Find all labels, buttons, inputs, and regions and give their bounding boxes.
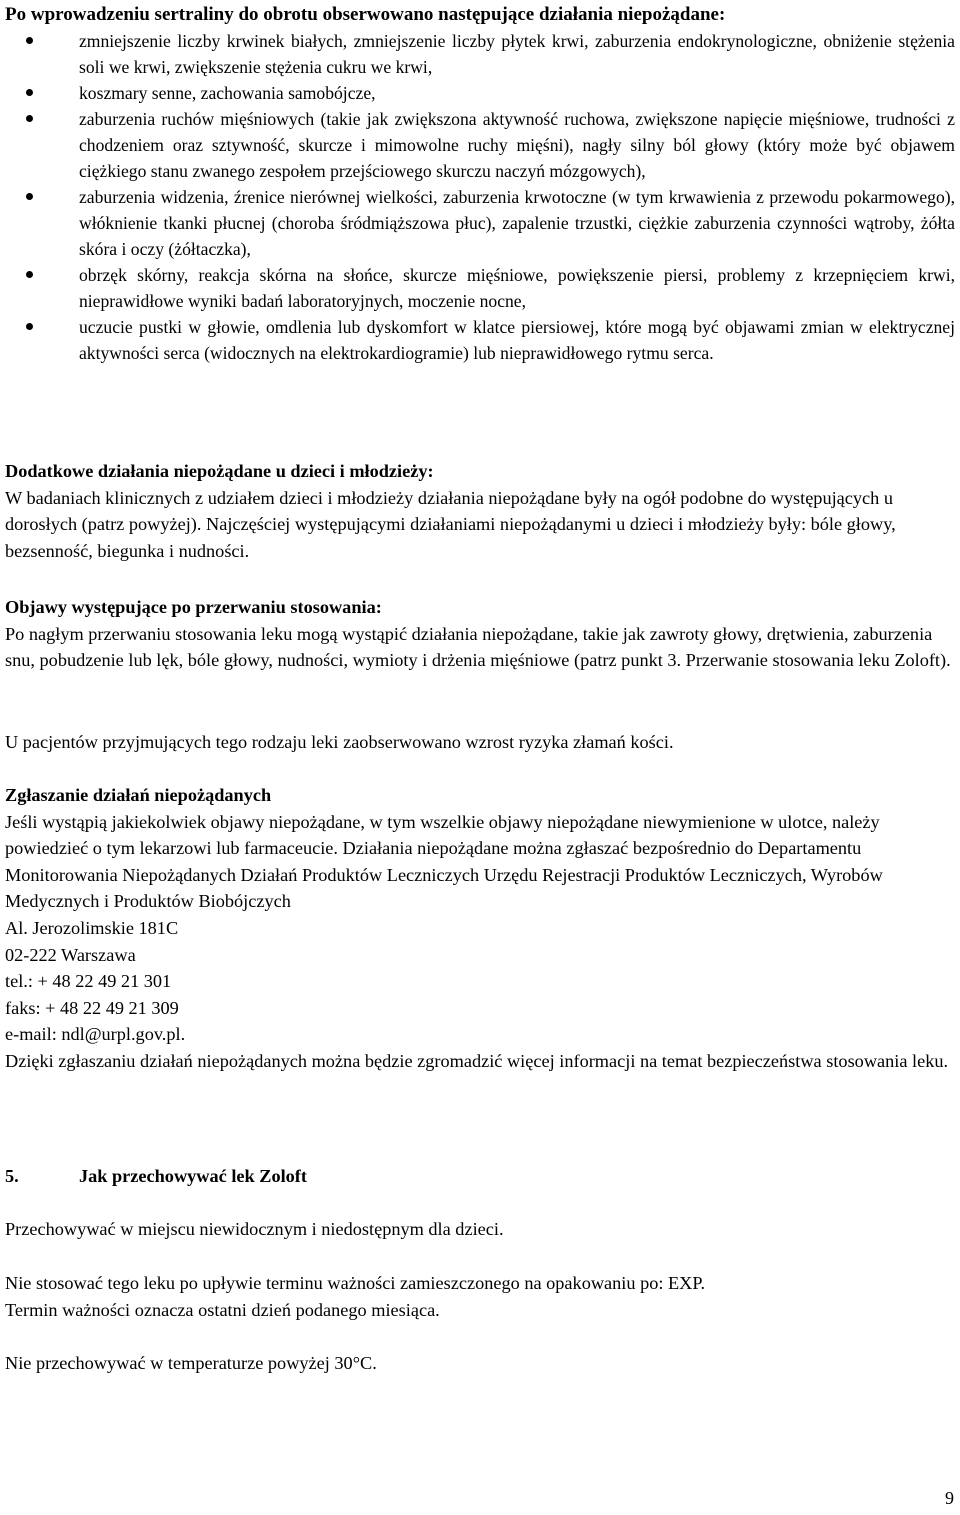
bullet-icon (26, 89, 33, 96)
withdrawal-title: Objawy występujące po przerwaniu stosowania: (5, 597, 382, 617)
section-number: 5. (5, 1166, 19, 1186)
list-item: zaburzenia ruchów mięśniowych (takie jak zwiększona aktywność ruchowa, zwiększone napięcie mięśniowe, trudności z chodzeniem oraz sztywność, skurcze i mimowolne ruchy mięśni), nagły silny ból głowy (który może być objawem ciężkiego stanu zwanego zespołem przejściowego skurczu naczyń mózgowych), (5, 106, 955, 184)
list-item: koszmary senne, zachowania samobójcze, (5, 80, 955, 106)
list-item: zmniejszenie liczby krwinek białych, zmniejszenie liczby płytek krwi, zaburzenia endokrynologiczne, obniżenie stężenia soli we krwi, zwiększenie stężenia cukru we krwi, (5, 28, 955, 80)
bullet-icon (26, 323, 33, 330)
list-item: zaburzenia widzenia, źrenice nierównej wielkości, zaburzenia krwotoczne (w tym krwawienia z przewodu pokarmowego), włóknienie tkanki płucnej (choroba śródmiąższowa płuc), zapalenie trzustki, ciężkie zaburzenia czynności wątroby, żółta skóra i oczy (żółtaczka), (5, 184, 955, 262)
list-item: obrzęk skórny, reakcja skórna na słońce, skurcze mięśniowe, powiększenie piersi, problemy z krzepnięciem krwi, nieprawidłowe wyniki badań laboratoryjnych, moczenie nocne, (5, 262, 955, 314)
page-number: 9 (945, 1488, 954, 1508)
children-text: W badaniach klinicznych z udziałem dzieci i młodzieży działania niepożądane były na ogół podobne do występujących u dorosłych (patrz powyżej). Najczęściej występującymi działaniami niepożądanymi u dzieci i młodzieży były: bóle głowy, bezsenność, biegunka i nudności. (5, 487, 896, 561)
children-title: Dodatkowe działania niepożądane u dzieci i młodzieży: (5, 461, 434, 481)
reporting-section (5, 782, 955, 1075)
side-effects-heading: Po wprowadzeniu sertraliny do obrotu obserwowano następujące działania niepożądane: (5, 4, 726, 25)
bullet-icon (26, 271, 33, 278)
fax-number: faks: + 48 22 49 21 309 (5, 997, 179, 1018)
reporting-closing: Dzięki zgłaszaniu działań niepożądanych można będzie zgromadzić więcej informacji na temat bezpieczeństwa stosowania leku. (5, 1050, 949, 1071)
list-item: uczucie pustki w głowie, omdlenia lub dyskomfort w klatce piersiowej, które mogą być objawami zmian w elektrycznej aktywności serca (widocznych na elektrokardiogramie) lub nieprawidłowego rytmu serca. (5, 314, 955, 366)
storage-p1: Przechowywać w miejscu niewidocznym i niedostępnym dla dzieci. (5, 1219, 504, 1239)
side-effects-list (5, 28, 955, 366)
storage-p2: Nie stosować tego leku po upływie terminu ważności zamieszczonego na opakowaniu po: EXP. Termin ważności oznacza ostatni dzień podanego miesiąca. (5, 1273, 706, 1320)
storage-p3: Nie przechowywać w temperaturze powyżej 30°C. (5, 1353, 377, 1373)
email-address: e-mail: ndl@urpl.gov.pl. (5, 1024, 186, 1045)
address-city: 02-222 Warszawa (5, 944, 136, 965)
children-section (5, 458, 955, 564)
withdrawal-section (5, 594, 955, 674)
bullet-icon (26, 115, 33, 122)
address-street: Al. Jerozolimskie 181C (5, 917, 179, 938)
reporting-title: Zgłaszanie działań niepożądanych (5, 785, 272, 805)
withdrawal-text: Po nagłym przerwaniu stosowania leku mogą wystąpić działania niepożądane, takie jak zawroty głowy, drętwienia, zaburzenia snu, pobudzenie lub lęk, bóle głowy, nudności, wymioty i drżenia mięśniowe (patrz punkt 3. Przerwanie stosowania leku Zoloft). (5, 623, 951, 671)
bullet-icon (26, 193, 33, 200)
fractures-text: U pacjentów przyjmujących tego rodzaju leki zaobserwowano wzrost ryzyka złamań kości. (5, 732, 674, 752)
reporting-text: Jeśli wystąpią jakiekolwiek objawy niepożądane, w tym wszelkie objawy niepożądane niewymienione w ulotce, należy powiedzieć o tym lekarzowi lub farmaceucie. Działania niepożądane można zgłaszać bezpośrednio do Departamentu Monitorowania Niepożądanych Działań Produktów Leczniczych Urzędu Rejestracji Produktów Leczniczych, Wyrobów Medycznych i Produktów Biobójczych (5, 811, 883, 912)
phone-number: tel.: + 48 22 49 21 301 (5, 971, 172, 992)
section-title: Jak przechowywać lek Zoloft (79, 1166, 307, 1186)
bullet-icon (26, 37, 33, 44)
fractures-section (5, 729, 955, 756)
section-5-heading (5, 1163, 307, 1189)
